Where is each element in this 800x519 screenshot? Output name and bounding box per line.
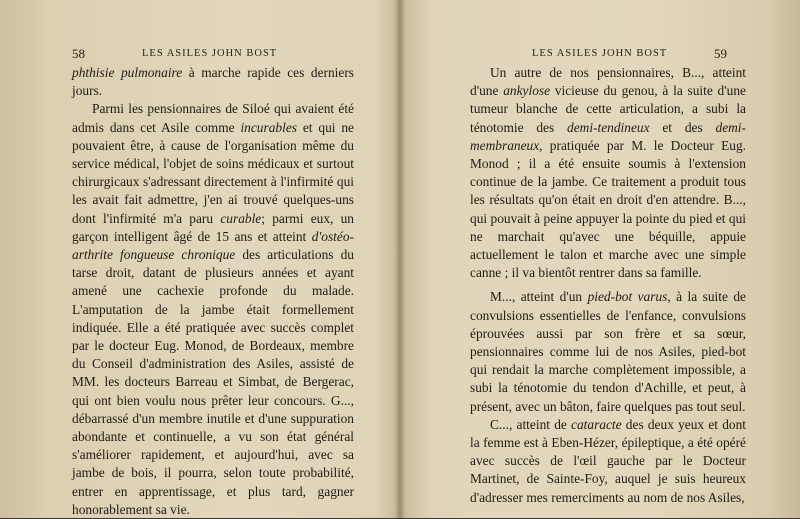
text-run: Un autre de nos pensionnaires, B..., atteint d'une <box>470 65 746 99</box>
page-number: 59 <box>714 46 727 61</box>
page-number: 58 <box>72 46 85 61</box>
text-run: M..., atteint d'un <box>490 289 588 305</box>
right-page <box>404 0 800 518</box>
italic-term: d'ostéo-arthrite fongueuse chronique <box>72 228 354 263</box>
page-body <box>470 64 746 507</box>
paragraph <box>470 288 746 415</box>
italic-term: demi-tendineux <box>567 119 650 135</box>
running-head: LES ASILES JOHN BOST <box>142 48 278 59</box>
left-page <box>0 0 396 518</box>
text-run: vicieuse du genou, à la suite d'une tumeur blanche de cette articulation, a subi la ténotomie des <box>470 83 747 135</box>
paragraph <box>72 64 354 100</box>
text-run: et des <box>649 119 716 135</box>
italic-term: pied-bot varus <box>587 289 668 305</box>
text-run: C..., atteint de <box>490 416 572 432</box>
paragraph <box>470 64 746 282</box>
paragraph <box>470 416 746 507</box>
text-run: ; parmi eux, un garçon intelligent âgé de 15 ans et atteint <box>72 210 355 244</box>
italic-term: phthisie pulmonaire <box>72 65 183 80</box>
running-head: LES ASILES JOHN BOST <box>532 48 668 59</box>
italic-term: cataracte <box>571 416 622 432</box>
italic-term: curable <box>220 210 262 226</box>
text-run: à marche rapide ces derniers jours. <box>72 65 354 99</box>
text-run: Parmi les pensionnaires de Siloé qui avaient été admis dans cet Asile comme <box>72 101 354 135</box>
italic-term: demi-membraneux <box>470 119 746 153</box>
paragraph <box>72 100 354 519</box>
italic-term: incurables <box>240 119 297 135</box>
text-run: des articulations du tarse droit, datant de plusieurs années et ayant amené une cachexie profonde du malade. L'amputation de la jambe était formellement indiquée. Elle a été pratiquée avec succès complet par le docteur Eug. Monod, de Bordeaux, membre du Conseil d'administration des Asiles, assisté de MM. les docteurs Barreau et Simbat, de Bergerac, qui ont bien voulu nous prêter leur concours. G..., débarrassé d'un membre inutile et d'une suppuration abondante et continuelle, a vu son état général s'améliorer rapidement, et aujourd'hui, avec sa jambe de bois, il pourra, selon toute probabilité, entrer en apprentissage, et plus tard, gagner honorablement sa vie. <box>72 247 354 517</box>
text-run: , pratiquée par M. le Docteur Eug. Monod ; il a été ensuite soumis à l'extension continue de la jambe. Ce traitement a produit tous les résultats qu'on était en droit d'en attendre. B..., qui pouvait à peine appuyer la pointe du pied et qui ne marchait qu'avec une béquille, appuie actuellement le talon et marche avec une simple canne ; il va bientôt rentrer dans sa famille. <box>470 137 746 281</box>
text-run: , à la suite de convulsions essentielles de l'enfance, convulsions éprouvées aussi par son frère et sa sœur, pensionnaires comme lui de nos Asiles, pied-bot qui rendait la marche complètement impossible, a subi la ténotomie du tendon d'Achille, et peut, à présent, avec un bâton, faire quelques pas tout seul. <box>470 289 746 414</box>
text-run: et qui ne pouvaient être, à cause de l'organisation même du service médical, l'objet de soins médicaux et surtout chirurgicaux s'adressant directement à l'infirmité qui les avait fait admettre, j'en ai trouvé quelques-uns dont l'infirmité m'a paru <box>72 119 354 226</box>
page-body <box>72 64 354 519</box>
text-run: des deux yeux et dont la femme est à Eben-Hézer, épileptique, a été opéré avec succès de l'œil gauche par le Docteur Martinet, de Sainte-Foy, auquel je suis heureux d'adresser mes remerciments au nom de nos Asiles, <box>470 416 746 505</box>
italic-term: ankylose <box>503 83 551 99</box>
